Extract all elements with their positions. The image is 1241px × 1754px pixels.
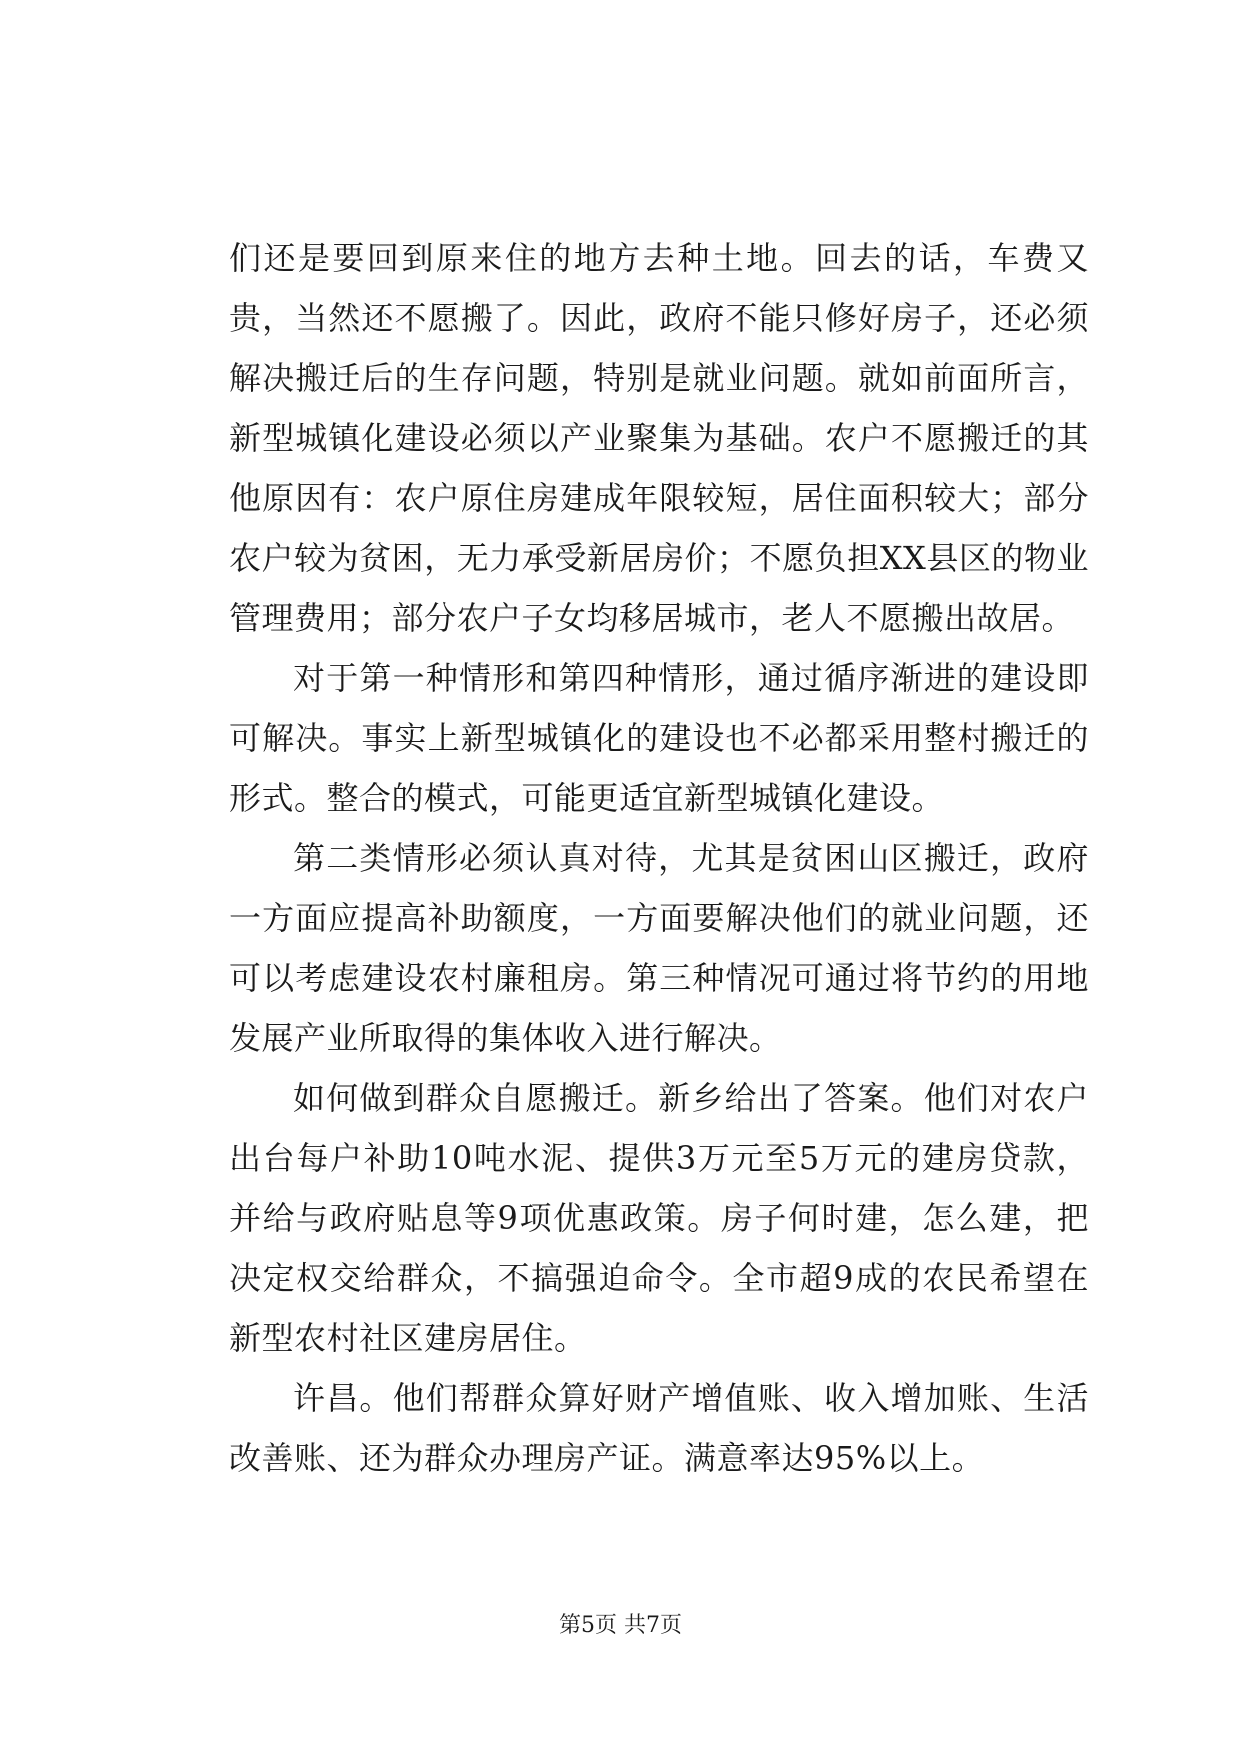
paragraph-5: 许昌。他们帮群众算好财产增值账、收入增加账、生活改善账、还为群众办理房产证。满意率达95%以上。 xyxy=(229,1379,1089,1477)
paragraph-3: 第二类情形必须认真对待，尤其是贫困山区搬迁，政府一方面应提高补助额度，一方面要解决他们的就业问题，还可以考虑建设农村廉租房。第三种情况可通过将节约的用地发展产业所取得的集体收入进行解决。 xyxy=(229,839,1089,1057)
paragraph-1: 们还是要回到原来住的地方去种土地。回去的话，车费又贵，当然还不愿搬了。因此，政府不能只修好房子，还必须解决搬迁后的生存问题，特别是就业问题。就如前面所言，新型城镇化建设必须以产业聚集为基础。农户不愿搬迁的其他原因有：农户原住房建成年限较短，居住面积较大；部分农户较为贫困，无力承受新居房价；不愿负担XX县区的物业管理费用；部分农户子女均移居城市，老人不愿搬出故居。 xyxy=(229,239,1089,637)
page-number-footer: 第5页 共7页 xyxy=(559,1613,682,1638)
paragraph-2: 对于第一种情形和第四种情形，通过循序渐进的建设即可解决。事实上新型城镇化的建设也不必都采用整村搬迁的形式。整合的模式，可能更适宜新型城镇化建设。 xyxy=(229,659,1089,817)
paragraph-4: 如何做到群众自愿搬迁。新乡给出了答案。他们对农户出台每户补助10吨水泥、提供3万元至5万元的建房贷款，并给与政府贴息等9项优惠政策。房子何时建，怎么建，把决定权交给群众，不搞强迫命令。全市超9成的农民希望在新型农村社区建房居住。 xyxy=(229,1079,1089,1357)
document-body xyxy=(229,228,1089,1488)
